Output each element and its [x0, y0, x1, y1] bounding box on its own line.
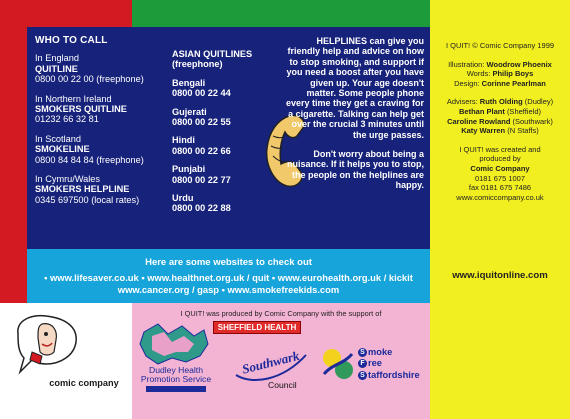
name: Ruth Olding [479, 97, 523, 107]
group-scotland [35, 134, 170, 165]
adviser-1 [430, 97, 570, 107]
number: 0800 00 22 88 [172, 203, 231, 214]
asian-subtitle: (freephone) [172, 59, 223, 70]
language: Punjabi [172, 164, 206, 175]
place: (N Staffs) [507, 126, 539, 136]
name: Philip Boys [492, 69, 534, 79]
number: 0800 00 22 55 [172, 117, 231, 128]
helplines-para-2: Don't worry about being a nuisance. If it helps you to stop, the people on the helplines are happy. [286, 149, 424, 191]
adviser-4 [430, 126, 570, 136]
line-name: SMOKERS HELPLINE [35, 184, 130, 195]
website-line-2[interactable]: www.cancer.org / gasp • www.smokefreekids.com [117, 283, 340, 295]
language: Bengali [172, 77, 206, 88]
name: Bethan Plant [459, 106, 505, 116]
place: (Southwark) [512, 116, 553, 126]
region: In Cymru/Wales [35, 174, 101, 185]
copyright: I QUIT! © Comic Company 1999 [445, 41, 555, 50]
comic-mascot-icon [12, 312, 82, 384]
credit-illustration [430, 60, 570, 70]
credit-words [430, 69, 570, 79]
initial: S [358, 371, 367, 380]
credits-column [430, 0, 570, 281]
staffs-line-3 [358, 370, 420, 381]
label: Words: [466, 69, 491, 79]
dudley-bar [146, 386, 206, 392]
region: In Northern Ireland [35, 93, 112, 104]
line-number: 0800 00 22 00 (freephone) [35, 74, 144, 85]
initial: S [358, 348, 367, 357]
name: Woodrow Phoenix [486, 59, 552, 69]
comic-company-brand: comic company [49, 378, 119, 388]
name: Corinne Pearlman [481, 78, 546, 88]
sheffield-health-logo: SHEFFIELD HEALTH [213, 321, 301, 334]
asian-line-bengali [172, 78, 292, 99]
who-to-call-column [35, 36, 170, 214]
adviser-3 [430, 117, 570, 127]
company-web[interactable]: www.comiccompany.co.uk [456, 192, 544, 202]
line-name: SMOKELINE [35, 144, 90, 155]
number: 0800 00 22 77 [172, 174, 231, 185]
word: taffordshire [368, 369, 420, 380]
staffordshire-knot-icon [318, 344, 358, 384]
southwark-name: Southwark [240, 347, 301, 377]
language: Hindi [172, 135, 195, 146]
line-name: SMOKERS QUITLINE [35, 104, 127, 115]
company-tel: 0181 675 1007 [474, 173, 526, 183]
name: Katy Warren [461, 126, 506, 136]
region: In England [35, 53, 79, 64]
language: Urdu [172, 193, 194, 204]
word: ree [368, 358, 382, 369]
label: Illustration: [448, 59, 485, 69]
name: Caroline Rowland [447, 116, 511, 126]
line-number: 0800 84 84 84 (freephone) [35, 154, 144, 165]
credit-design [430, 79, 570, 89]
produced-line-1: I QUIT! was created and [459, 144, 541, 154]
council-label: Council [268, 380, 297, 390]
line-name: QUITLINE [35, 63, 78, 74]
place: (Sheffield) [506, 106, 541, 116]
label: Advisers: [446, 97, 478, 107]
region: In Scotland [35, 133, 81, 144]
company-name: Comic Company [470, 163, 530, 173]
websites-title: Here are some websites to check out [145, 257, 312, 268]
helplines-panel [27, 27, 430, 249]
line-number: 0345 697500 (local rates) [35, 194, 140, 205]
who-to-call-title: WHO TO CALL [35, 35, 108, 46]
number: 0800 00 22 66 [172, 145, 231, 156]
iquit-website[interactable]: www.iquitonline.com [452, 270, 548, 281]
website-list [27, 272, 430, 295]
asian-line-urdu [172, 193, 292, 214]
language: Gujerati [172, 106, 207, 117]
dudley-line-1: Dudley Health [149, 365, 203, 375]
company-fax: fax 0181 675 7486 [468, 183, 532, 193]
staffs-line-1 [358, 347, 420, 358]
dudley-line-2: Promotion Service [140, 374, 212, 385]
asian-title: ASIAN QUITLINES [172, 49, 253, 59]
word: moke [368, 347, 393, 357]
dudley-name [138, 366, 214, 384]
staffs-line-2 [358, 358, 420, 369]
group-wales [35, 174, 170, 205]
websites-panel [27, 249, 430, 303]
group-england [35, 53, 170, 84]
adviser-2 [430, 107, 570, 117]
initial: F [358, 359, 367, 368]
group-northern-ireland [35, 94, 170, 125]
label: Design: [454, 78, 480, 88]
number: 0800 00 22 44 [172, 88, 231, 99]
line-number: 01232 66 32 81 [35, 114, 99, 125]
helplines-info [285, 36, 424, 200]
southwark-logo-icon [232, 345, 310, 385]
support-line: I QUIT! was produced by Comic Company with the support of [180, 309, 382, 318]
helplines-para-1: HELPLINES can give you friendly help and advice on how to stop smoking, and support if you need a boost after you have given up. Your age doesn't matter. Some people phone every time they get a craving for a cigarette. Talking can help get over the crucial 3 minutes until the urge passes. [285, 36, 424, 140]
website-line-1[interactable]: • www.lifesaver.co.uk • www.healthnet.org.uk / quit • www.eurohealth.org.uk / kickit [44, 272, 413, 283]
produced-line-2: produced by [479, 154, 521, 164]
place: (Dudley) [524, 97, 554, 107]
smoke-free-staffordshire [358, 347, 420, 381]
